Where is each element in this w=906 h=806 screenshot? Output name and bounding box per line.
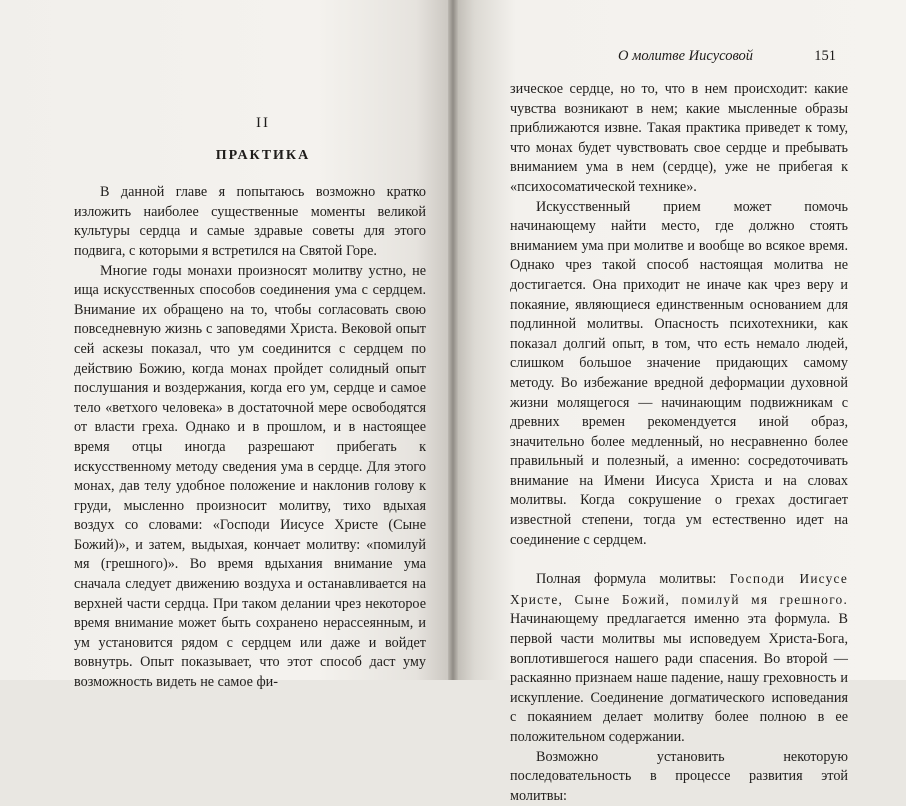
paragraph	[510, 569, 848, 747]
bleed-through-text	[80, 60, 400, 79]
chapter-number: II	[256, 115, 270, 131]
book-gutter	[448, 0, 458, 680]
paragraph: зическое сердце, но то, что в нем происходит: какие чувства возникают в нем; какие мысленные образы приближаются извне. Такая практика приведет к тому, что монах будет чувствовать свое сердце и пребывать вниманием ума в нем (сердце), уже не прибегая к «психосоматической технике».	[510, 81, 848, 195]
formula-explanation: Начинающему предлагается именно эта формула. В первой части молитвы мы исповедуем Христа-Бога, воплотившегося нашего ради спасения. Во второй — раскаянно признаем наше падение, нашу греховность и искупление. Соединение догматического исповедания с покаянием делает молитву более полною в ее положительном содержании.	[510, 611, 848, 745]
running-title: О молитве Иисусовой	[618, 48, 754, 64]
page-header	[510, 48, 836, 68]
paragraph: Возможно установить некоторую последовательность в процессе развития этой молитвы:	[510, 748, 848, 804]
formula-lead: Полная формула молитвы:	[536, 571, 717, 588]
chapter-title: ПРАКТИКА	[215, 147, 311, 163]
paragraph: В данной главе я попытаюсь возможно кратко изложить наиболее существенные моменты великой культуры сердца и самые здравые советы для этого подвига, с которыми я встретился на Святой Горе.	[74, 184, 426, 259]
page-number: 151	[814, 48, 836, 64]
prayer-formula: Господи Иисусе Христе, Сыне Божий, помилуй мя грешного.	[510, 571, 848, 607]
paragraph: Искусственный прием может помочь начинающему найти место, где должно стоять вниманием ума при молитве и вообще во всякое время. Однако чрез такой способ настоящая молитва не достигается. Она приходит не иначе как чрез веру и покаяние, являющиеся единственным основанием для подлинной молитвы. Опасность психотехники, как показал долгий опыт, в том, что есть немало людей, слишком большое значение придающих самому методу. Во избежание вредной деформации духовной жизни молящегося — начинающим подвижникам с древних времен рекомендуется иной образ, значительно более медленный, но несравненно более правильный и полезный, а именно: сосредоточивать внимание на Имени Иисуса Христа и на словах молитвы. Когда сокрушение о грехах достигает известной степени, тогда ум естественно идет на соединение с сердцем.	[510, 198, 848, 548]
paragraph: Многие годы монахи произносят молитву устно, не ища искусственных способов соединения ума с сердцем. Внимание их обращено на то, чтобы согласовать свою повседневную жизнь с заповедями Христа. Вековой опыт сей аскезы показал, что ум соединится с сердцем по действию Божию, когда монах пройдет солидный опыт послушания и воздержания, когда его ум, сердце и самое тело «ветхого человека» в достаточной мере освободятся от власти греха. Однако и в прошлом, и в настоящее время отцы иногда разрешают прибегать к искусственному методу сведения ума в сердце. Для этого монах, дав телу удобное положение и наклонив голову к груди, мысленно произносит молитву, тихо вдыхая воздух со словами: «Господи Иисусе Христе (Сыне Божий)», и затем, выдыхая, кончает молитву: «помилуй мя (грешного)». Во время вдыхания внимание ума сначала следует движению воздуха и останавливается на верхней части сердца. При таком делании чрез некоторое время внимание может быть сохранено нерассеянным, и ум установится рядом с сердцем или даже и войдет вовнутрь. Опыт показывает, что этот способ даст уму возможность видеть не самое фи-	[74, 262, 426, 691]
right-page-text	[510, 80, 848, 806]
left-page-text	[74, 106, 426, 693]
paragraph-gap	[510, 550, 848, 569]
